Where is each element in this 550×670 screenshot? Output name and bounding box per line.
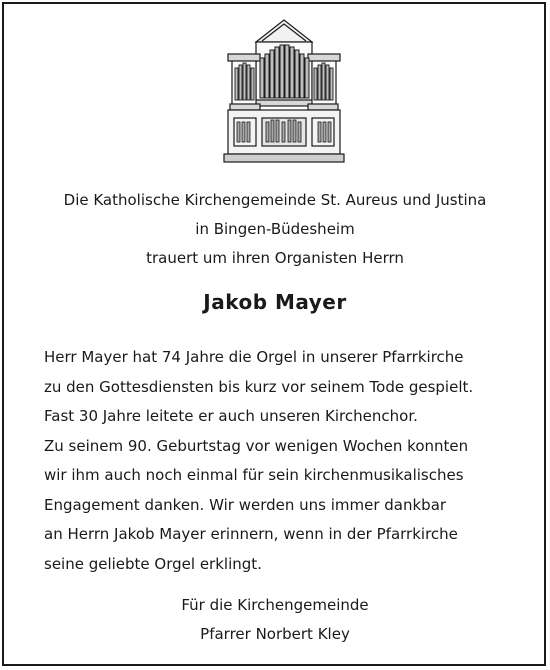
deceased-name: Jakob Mayer <box>203 290 347 314</box>
signature-line-name: Pfarrer Norbert Kley <box>200 625 350 643</box>
pipe-organ-icon <box>222 14 346 164</box>
tribute-line: Engagement danken. Wir werden uns immer dankbar <box>44 495 447 514</box>
tribute-line: wir ihm auch noch einmal für sein kirchenmusikalisches <box>44 466 464 484</box>
tribute-line: an Herrn Jakob Mayer erinnern, wenn in der Pfarrkirche <box>44 525 458 543</box>
signature-line-organization: Für die Kirchengemeinde <box>181 596 369 614</box>
intro-line: trauert um ihren Organisten Herrn <box>146 249 404 267</box>
tribute-line: Herr Mayer hat 74 Jahre die Orgel in unserer Pfarrkirche <box>44 348 464 366</box>
tribute-line: Zu seinem 90. Geburtstag vor wenigen Wochen konnten <box>44 436 469 455</box>
signature-block <box>0 591 550 649</box>
tribute-line: zu den Gottesdiensten bis kurz vor seinem Tode gespielt. <box>44 377 474 396</box>
tribute-line: Fast 30 Jahre leitete er auch unseren Kirchenchor. <box>44 407 418 425</box>
intro-text <box>0 186 550 273</box>
intro-line: in Bingen-Büdesheim <box>195 220 355 238</box>
tribute-text <box>44 343 473 579</box>
intro-line: Die Katholische Kirchengemeinde St. Aureus und Justina <box>63 191 487 209</box>
tribute-line: seine geliebte Orgel erklingt. <box>44 554 262 573</box>
